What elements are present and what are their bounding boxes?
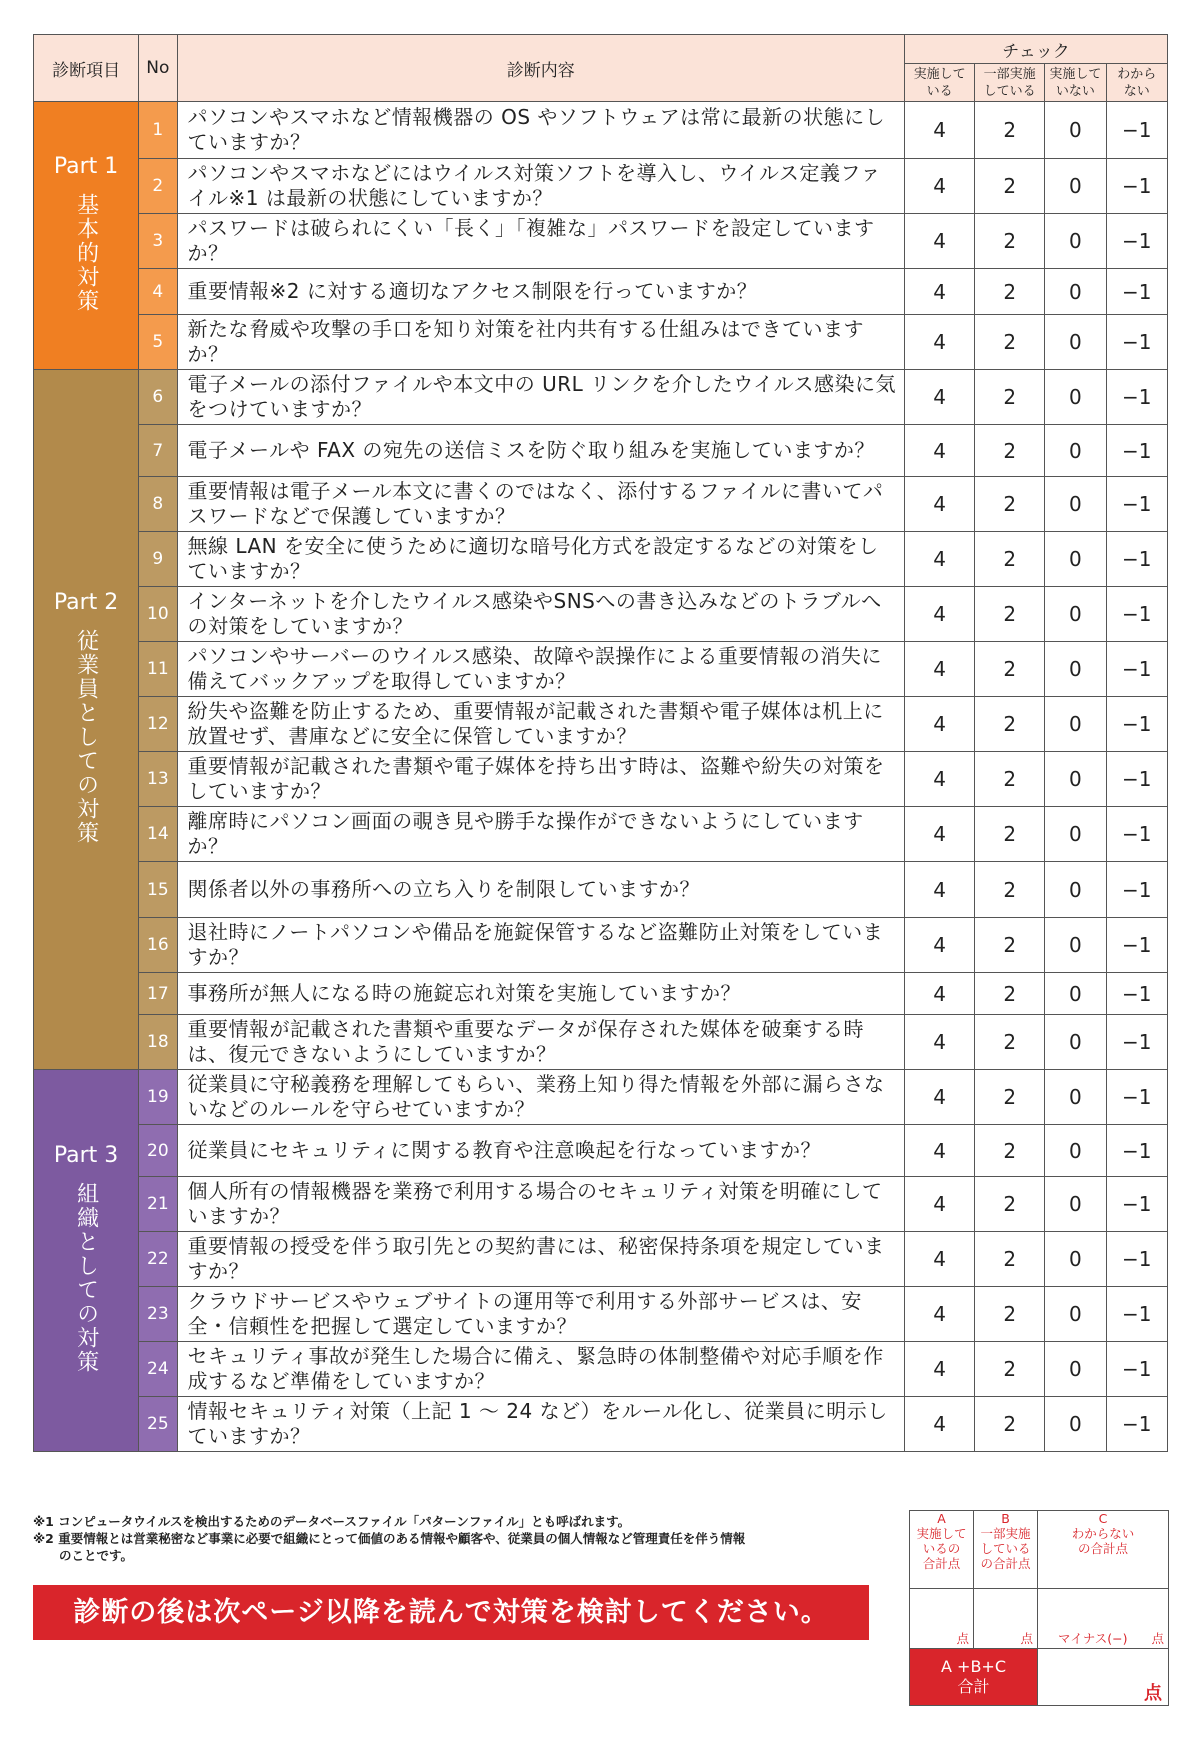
score-unknown[interactable]: −1 — [1106, 214, 1167, 269]
score-not-done[interactable]: 0 — [1045, 1015, 1106, 1070]
part-2-label — [34, 370, 139, 1070]
question-row — [34, 1342, 1168, 1397]
score-not-done[interactable]: 0 — [1045, 973, 1106, 1015]
score-unknown[interactable]: −1 — [1106, 918, 1167, 973]
question-number: 13 — [139, 752, 177, 807]
question-text: 従業員に守秘義務を理解してもらい、業務上知り得た情報を外部に漏らさないなどのルールを守らせていますか？ — [177, 1070, 905, 1125]
score-partial[interactable]: 2 — [975, 807, 1045, 862]
score-partial[interactable]: 2 — [975, 1342, 1045, 1397]
score-done[interactable]: 4 — [905, 1015, 975, 1070]
score-summary — [909, 1510, 1169, 1706]
question-number: 2 — [139, 159, 177, 214]
question-number: 11 — [139, 642, 177, 697]
score-unknown[interactable]: −1 — [1106, 102, 1167, 159]
score-not-done[interactable]: 0 — [1045, 1397, 1106, 1452]
question-number: 4 — [139, 269, 177, 315]
score-unknown[interactable]: −1 — [1106, 1070, 1167, 1125]
question-number: 8 — [139, 477, 177, 532]
score-done[interactable]: 4 — [905, 214, 975, 269]
question-number: 3 — [139, 214, 177, 269]
diagnosis-table — [33, 34, 1168, 1452]
score-done[interactable]: 4 — [905, 1397, 975, 1452]
score-not-done[interactable]: 0 — [1045, 918, 1106, 973]
question-text: 無線 LAN を安全に使うために適切な暗号化方式を設定するなどの対策をしていますか？ — [177, 532, 905, 587]
score-partial[interactable]: 2 — [975, 159, 1045, 214]
score-unknown[interactable]: −1 — [1106, 1125, 1167, 1177]
question-number: 9 — [139, 532, 177, 587]
score-not-done[interactable]: 0 — [1045, 807, 1106, 862]
score-partial[interactable]: 2 — [975, 1177, 1045, 1232]
score-done[interactable]: 4 — [905, 752, 975, 807]
score-partial[interactable]: 2 — [975, 102, 1045, 159]
question-number: 16 — [139, 918, 177, 973]
score-unknown[interactable]: −1 — [1106, 1397, 1167, 1452]
score-not-done[interactable]: 0 — [1045, 1232, 1106, 1287]
score-not-done[interactable]: 0 — [1045, 425, 1106, 477]
score-unknown[interactable]: −1 — [1106, 532, 1167, 587]
score-partial[interactable]: 2 — [975, 477, 1045, 532]
minus-label: マイナス(−) — [1058, 1631, 1128, 1646]
question-number: 14 — [139, 807, 177, 862]
total-label: A +B+C 合計 — [910, 1649, 1038, 1706]
question-text: 重要情報の授受を伴う取引先との契約書には、秘密保持条項を規定していますか？ — [177, 1232, 905, 1287]
question-number: 5 — [139, 315, 177, 370]
question-row — [34, 1070, 1168, 1125]
question-text: 離席時にパソコン画面の覗き見や勝手な操作ができないようにしていますか？ — [177, 807, 905, 862]
score-partial[interactable]: 2 — [975, 269, 1045, 315]
score-done[interactable]: 4 — [905, 642, 975, 697]
question-number: 10 — [139, 587, 177, 642]
score-done[interactable]: 4 — [905, 477, 975, 532]
sum-a-input[interactable]: 点 — [910, 1589, 974, 1649]
question-text: 事務所が無人になる時の施錠忘れ対策を実施していますか？ — [177, 973, 905, 1015]
part-1-label — [34, 102, 139, 370]
question-row — [34, 425, 1168, 477]
score-not-done[interactable]: 0 — [1045, 1070, 1106, 1125]
score-done[interactable]: 4 — [905, 807, 975, 862]
header-check-partial: 一部実施 している — [975, 64, 1045, 102]
question-text: 重要情報は電子メール本文に書くのではなく、添付するファイルに書いてパスワードなどで保護していますか？ — [177, 477, 905, 532]
question-row — [34, 214, 1168, 269]
score-not-done[interactable]: 0 — [1045, 159, 1106, 214]
question-row — [34, 1287, 1168, 1342]
score-done[interactable]: 4 — [905, 587, 975, 642]
question-row — [34, 532, 1168, 587]
question-number: 1 — [139, 102, 177, 159]
header-content: 診断内容 — [177, 35, 905, 102]
question-text: 紛失や盗難を防止するため、重要情報が記載された書類や電子媒体は机上に放置せず、書庫などに安全に保管していますか？ — [177, 697, 905, 752]
question-row — [34, 159, 1168, 214]
question-row — [34, 862, 1168, 918]
question-row — [34, 587, 1168, 642]
question-row — [34, 697, 1168, 752]
score-partial[interactable]: 2 — [975, 862, 1045, 918]
score-done[interactable]: 4 — [905, 315, 975, 370]
sum-c-label: C わからない の合計点 — [1038, 1511, 1169, 1589]
score-done[interactable]: 4 — [905, 1342, 975, 1397]
question-row — [34, 1177, 1168, 1232]
question-text: 従業員にセキュリティに関する教育や注意喚起を行なっていますか？ — [177, 1125, 905, 1177]
header-check-done: 実施して いる — [905, 64, 975, 102]
question-text: 関係者以外の事務所への立ち入りを制限していますか？ — [177, 862, 905, 918]
footnote-2: ※2 重要情報とは営業秘密など事業に必要で組織にとって価値のある情報や顧客や、従業員の個人情報など管理責任を伴う情報 — [33, 1531, 746, 1546]
score-unknown[interactable]: −1 — [1106, 477, 1167, 532]
score-partial[interactable]: 2 — [975, 642, 1045, 697]
question-row — [34, 973, 1168, 1015]
question-text: 新たな脅威や攻撃の手口を知り対策を社内共有する仕組みはできていますか？ — [177, 315, 905, 370]
sum-c-input[interactable]: マイナス(−) 点 — [1038, 1589, 1169, 1649]
score-partial[interactable]: 2 — [975, 315, 1045, 370]
part-name: Part 3 — [53, 1143, 119, 1168]
score-unknown[interactable]: −1 — [1106, 159, 1167, 214]
score-unknown[interactable]: −1 — [1106, 370, 1167, 425]
question-row — [34, 1125, 1168, 1177]
question-text: セキュリティ事故が発生した場合に備え、緊急時の体制整備や対応手順を作成するなど準備をしていますか？ — [177, 1342, 905, 1397]
question-row — [34, 752, 1168, 807]
question-row — [34, 477, 1168, 532]
score-done[interactable]: 4 — [905, 1125, 975, 1177]
question-row — [34, 918, 1168, 973]
header-check-not-done: 実施して いない — [1045, 64, 1106, 102]
question-row — [34, 1015, 1168, 1070]
question-text: クラウドサービスやウェブサイトの運用等で利用する外部サービスは、安全・信頼性を把握して選定していますか？ — [177, 1287, 905, 1342]
score-not-done[interactable]: 0 — [1045, 532, 1106, 587]
question-row — [34, 807, 1168, 862]
question-text: 退社時にノートパソコンや備品を施錠保管するなど盗難防止対策をしていますか？ — [177, 918, 905, 973]
question-number: 19 — [139, 1070, 177, 1125]
score-done[interactable]: 4 — [905, 1287, 975, 1342]
score-partial[interactable]: 2 — [975, 1397, 1045, 1452]
question-row — [34, 642, 1168, 697]
question-text: 電子メールの添付ファイルや本文中の URL リンクを介したウイルス感染に気をつけていますか？ — [177, 370, 905, 425]
score-not-done[interactable]: 0 — [1045, 642, 1106, 697]
footnote-1: ※1 コンピュータウイルスを検出するためのデータベースファイル「パターンファイル」とも呼ばれます。 — [33, 1514, 631, 1529]
score-not-done[interactable]: 0 — [1045, 1342, 1106, 1397]
score-unknown[interactable]: −1 — [1106, 1342, 1167, 1397]
part-name: Part 2 — [53, 590, 119, 615]
sum-b-input[interactable]: 点 — [974, 1589, 1038, 1649]
score-done[interactable]: 4 — [905, 918, 975, 973]
score-partial[interactable]: 2 — [975, 1070, 1045, 1125]
part-3-label — [34, 1070, 139, 1452]
score-done[interactable]: 4 — [905, 269, 975, 315]
score-unknown[interactable]: −1 — [1106, 1287, 1167, 1342]
score-not-done[interactable]: 0 — [1045, 697, 1106, 752]
question-text: パソコンやスマホなどにはウイルス対策ソフトを導入し、ウイルス定義ファイル※1 は最新の状態にしていますか？ — [177, 159, 905, 214]
score-done[interactable]: 4 — [905, 1070, 975, 1125]
header-check: チェック — [905, 35, 1168, 64]
score-not-done[interactable]: 0 — [1045, 752, 1106, 807]
question-row — [34, 269, 1168, 315]
score-not-done[interactable]: 0 — [1045, 315, 1106, 370]
score-partial[interactable]: 2 — [975, 370, 1045, 425]
footnote-2-cont: のことです。 — [59, 1548, 134, 1563]
score-unknown[interactable]: −1 — [1106, 862, 1167, 918]
question-number: 18 — [139, 1015, 177, 1070]
part-name: Part 1 — [53, 154, 119, 179]
score-unknown[interactable]: −1 — [1106, 1015, 1167, 1070]
score-done[interactable]: 4 — [905, 1232, 975, 1287]
score-not-done[interactable]: 0 — [1045, 370, 1106, 425]
score-done[interactable]: 4 — [905, 102, 975, 159]
score-unknown[interactable]: −1 — [1106, 587, 1167, 642]
score-done[interactable]: 4 — [905, 159, 975, 214]
next-page-banner: 診断の後は次ページ以降を読んで対策を検討してください。 — [33, 1585, 869, 1640]
question-text: 重要情報※2 に対する適切なアクセス制限を行っていますか？ — [177, 269, 905, 315]
part-title: 組織としての対策 — [73, 1182, 99, 1374]
score-partial[interactable]: 2 — [975, 425, 1045, 477]
score-not-done[interactable]: 0 — [1045, 862, 1106, 918]
question-row — [34, 1397, 1168, 1452]
question-number: 17 — [139, 973, 177, 1015]
diagnosis-sheet — [33, 34, 1168, 1452]
score-not-done[interactable]: 0 — [1045, 1177, 1106, 1232]
question-text: パソコンやサーバーのウイルス感染、故障や誤操作による重要情報の消失に備えてバックアップを取得していますか？ — [177, 642, 905, 697]
score-done[interactable]: 4 — [905, 532, 975, 587]
question-row — [34, 1232, 1168, 1287]
score-partial[interactable]: 2 — [975, 752, 1045, 807]
score-not-done[interactable]: 0 — [1045, 269, 1106, 315]
question-text: パソコンやスマホなど情報機器の OS やソフトウェアは常に最新の状態にしていますか？ — [177, 102, 905, 159]
score-done[interactable]: 4 — [905, 973, 975, 1015]
score-partial[interactable]: 2 — [975, 1125, 1045, 1177]
footnotes — [33, 1513, 893, 1564]
total-input[interactable]: 点 — [1038, 1649, 1169, 1706]
score-partial[interactable]: 2 — [975, 973, 1045, 1015]
header-check-unknown: わから ない — [1106, 64, 1167, 102]
score-not-done[interactable]: 0 — [1045, 1125, 1106, 1177]
question-text: 個人所有の情報機器を業務で利用する場合のセキュリティ対策を明確にしていますか？ — [177, 1177, 905, 1232]
question-number: 25 — [139, 1397, 177, 1452]
score-partial[interactable]: 2 — [975, 697, 1045, 752]
score-partial[interactable]: 2 — [975, 1015, 1045, 1070]
question-text: 重要情報が記載された書類や重要なデータが保存された媒体を破棄する時は、復元できないようにしていますか？ — [177, 1015, 905, 1070]
score-unknown[interactable]: −1 — [1106, 697, 1167, 752]
score-done[interactable]: 4 — [905, 425, 975, 477]
score-done[interactable]: 4 — [905, 370, 975, 425]
question-number: 20 — [139, 1125, 177, 1177]
score-not-done[interactable]: 0 — [1045, 477, 1106, 532]
score-unknown[interactable]: −1 — [1106, 642, 1167, 697]
score-partial[interactable]: 2 — [975, 1232, 1045, 1287]
score-not-done[interactable]: 0 — [1045, 102, 1106, 159]
score-done[interactable]: 4 — [905, 1177, 975, 1232]
score-unknown[interactable]: −1 — [1106, 1232, 1167, 1287]
question-number: 22 — [139, 1232, 177, 1287]
question-row — [34, 370, 1168, 425]
question-number: 12 — [139, 697, 177, 752]
question-number: 21 — [139, 1177, 177, 1232]
question-row — [34, 315, 1168, 370]
question-number: 23 — [139, 1287, 177, 1342]
score-unknown[interactable]: −1 — [1106, 1177, 1167, 1232]
score-unknown[interactable]: −1 — [1106, 973, 1167, 1015]
score-unknown[interactable]: −1 — [1106, 315, 1167, 370]
score-partial[interactable]: 2 — [975, 587, 1045, 642]
score-done[interactable]: 4 — [905, 697, 975, 752]
score-partial[interactable]: 2 — [975, 214, 1045, 269]
score-unknown[interactable]: −1 — [1106, 807, 1167, 862]
score-unknown[interactable]: −1 — [1106, 425, 1167, 477]
score-unknown[interactable]: −1 — [1106, 269, 1167, 315]
score-not-done[interactable]: 0 — [1045, 1287, 1106, 1342]
sum-b-label: B 一部実施 している の合計点 — [974, 1511, 1038, 1589]
score-unknown[interactable]: −1 — [1106, 752, 1167, 807]
question-number: 7 — [139, 425, 177, 477]
score-partial[interactable]: 2 — [975, 918, 1045, 973]
score-not-done[interactable]: 0 — [1045, 214, 1106, 269]
question-text: 電子メールや FAX の宛先の送信ミスを防ぐ取り組みを実施していますか？ — [177, 425, 905, 477]
part-title: 従業員としての対策 — [73, 629, 99, 845]
question-text: パスワードは破られにくい「長く」「複雑な」パスワードを設定していますか？ — [177, 214, 905, 269]
part-title: 基本的対策 — [73, 193, 99, 313]
question-text: インターネットを介したウイルス感染やSNSへの書き込みなどのトラブルへの対策をしていますか？ — [177, 587, 905, 642]
sum-a-label: A 実施して いるの 合計点 — [910, 1511, 974, 1589]
question-number: 15 — [139, 862, 177, 918]
question-text: 重要情報が記載された書類や電子媒体を持ち出す時は、盗難や紛失の対策をしていますか？ — [177, 752, 905, 807]
question-text: 情報セキュリティ対策（上記 1 〜 24 など）をルール化し、従業員に明示していますか？ — [177, 1397, 905, 1452]
score-partial[interactable]: 2 — [975, 1287, 1045, 1342]
question-number: 6 — [139, 370, 177, 425]
score-not-done[interactable]: 0 — [1045, 587, 1106, 642]
score-partial[interactable]: 2 — [975, 532, 1045, 587]
question-row — [34, 102, 1168, 159]
header-item: 診断項目 — [34, 35, 139, 102]
score-done[interactable]: 4 — [905, 862, 975, 918]
header-no: No — [139, 35, 177, 102]
question-number: 24 — [139, 1342, 177, 1397]
